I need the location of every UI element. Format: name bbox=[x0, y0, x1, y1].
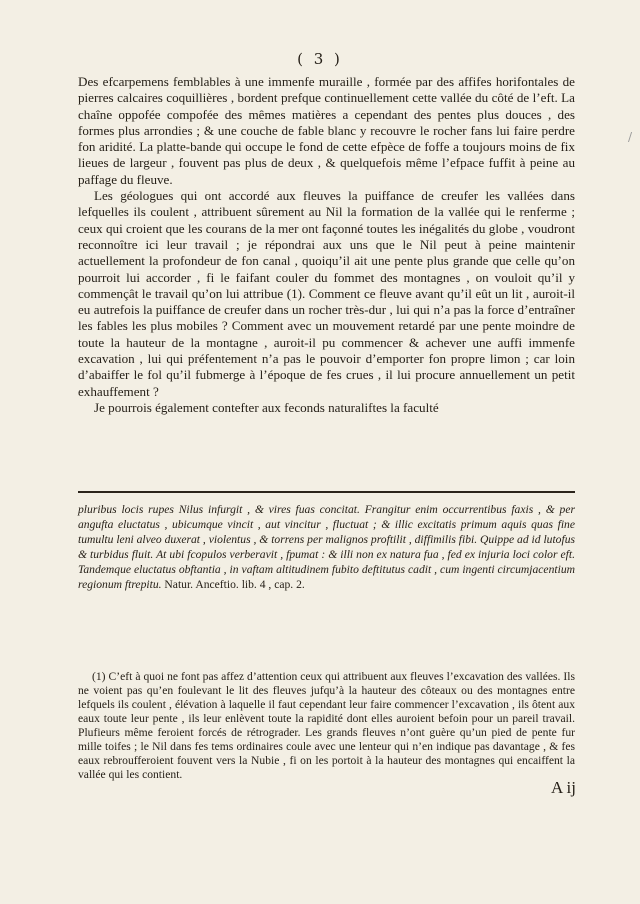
page-number: ( 3 ) bbox=[297, 50, 343, 68]
footnote-latin-quote bbox=[78, 502, 575, 592]
footnote-latin-text: pluribus locis rupes Nilus infurgit , & vires fuas concitat. Frangitur enim occurrentibus faxis , & per angufta eluctatus , ubicumque vincit , aut vincitur , fluctuat ; & illic excitatis primum aquis quas fine tumultu leni alveo duxerat , violentus , & torrens per malignos proftilit , diffimilis fibi. Quippe ad id lutofus & turbidus fluit. At ubi fcopulos verberavit , fpumat : & illi non ex natura fua , fed ex injuria loci color eft. Tandemque eluctatus obftantia , in vaftam altitudinem fubito deftitutus cadit , cum ingenti circumjacentium regionum ftrepitu. bbox=[78, 503, 576, 591]
paragraph-3: Je pourrois également contefter aux feconds naturaliftes la faculté bbox=[94, 399, 439, 415]
footnote-separator bbox=[78, 491, 575, 493]
footnote-latin-source: Natur. Anceftio. lib. 4 , cap. 2. bbox=[164, 578, 305, 591]
footnote-1: (1) C’eft à quoi ne font pas affez d’attention ceux qui attribuent aux fleuves l’excavation des vallées. Ils ne voient pas qu’en foulevant le lit des fleuves jufqu’à la hauteur des côteaux ou des montagnes entre lefquels ils coulent , élévation à laquelle il faut cependant leur faire commencer l’excavation , ils ôtent aux eaux toute leur pente , ils leur enlèvent toute la rapidité dont elles auroient befoin pour un pareil travail. Plufieurs même feroient forcés de rétrograder. Les grands fleuves n’ont guère qu’un pied de pente fur mille toifes ; le Nil dans fes tems ordinaires coule avec une lenteur qui n’en indique pas davantage , & fes eaux rebroufferoient fouvent vers la Nubie , fi on les portoit à la hauteur des montagnes qui encaiffent la vallée qui les contient. bbox=[78, 670, 575, 781]
signature-mark: A ij bbox=[550, 778, 576, 797]
paragraph-1: Des efcarpemens femblables à une immenfe muraille , formée par des affifes horifontales de pierres calcaires coquillières , bordent prefque continuellement cette vallée du côté de l’eft. La chaîne oppofée compofée des mêmes matières a cependant des pentes plus douces , des formes plus arrondies ; & une couche de fable blanc y recouvre le rocher fans lui faire perdre fon aridité. La platte-bande qui occupe le fond de cette efpèce de foffe a toujours moins de fix lieues de largeur , fouvent pas plus de deux , & quelquefois même l’efpace fuffit à peine au paffage du fleuve. bbox=[78, 74, 575, 187]
margin-mark: / bbox=[628, 130, 633, 144]
paragraph-2: Les géologues qui ont accordé aux fleuves la puiffance de creufer les vallées dans lefquelles ils coulent , attribuent sûrement au Nil la formation de la vallée qui le renferme ; ceux qui croient que les courans de la mer ont façonné toutes les inégalités du globe , voudront reconnoître ici leur travail ; je répondrai aux uns que le Nil peut à peine maintenir actuellement la profondeur de fon canal , quoiqu’il ait une pente plus grande que celle qu’on pourroit lui accorder , fi le faifant couler du fommet des montagnes , on vouloit qu’il y commençât le travail qu’on lui attribue (1). Comment ce fleuve avant qu’il eût un lit , auroit-il eu autrefois la puiffance de creufer dans un rocher très-dur , lui qui n’a pas la force d’entraîner les fables les plus mobiles ? Comment avec un mouvement retardé par une pente moindre de toute la hauteur de la montagne , auroit-il pu commencer & achever une auffi immenfe excavation , lui qui préfentement n’a pas le pouvoir d’emporter fon propre limon ; car loin d’abaiffer le fol qu’il fubmerge à l’époque de fes crues , il lui procure annuellement un petit exhauffement ? bbox=[78, 188, 575, 399]
main-text bbox=[78, 74, 575, 416]
